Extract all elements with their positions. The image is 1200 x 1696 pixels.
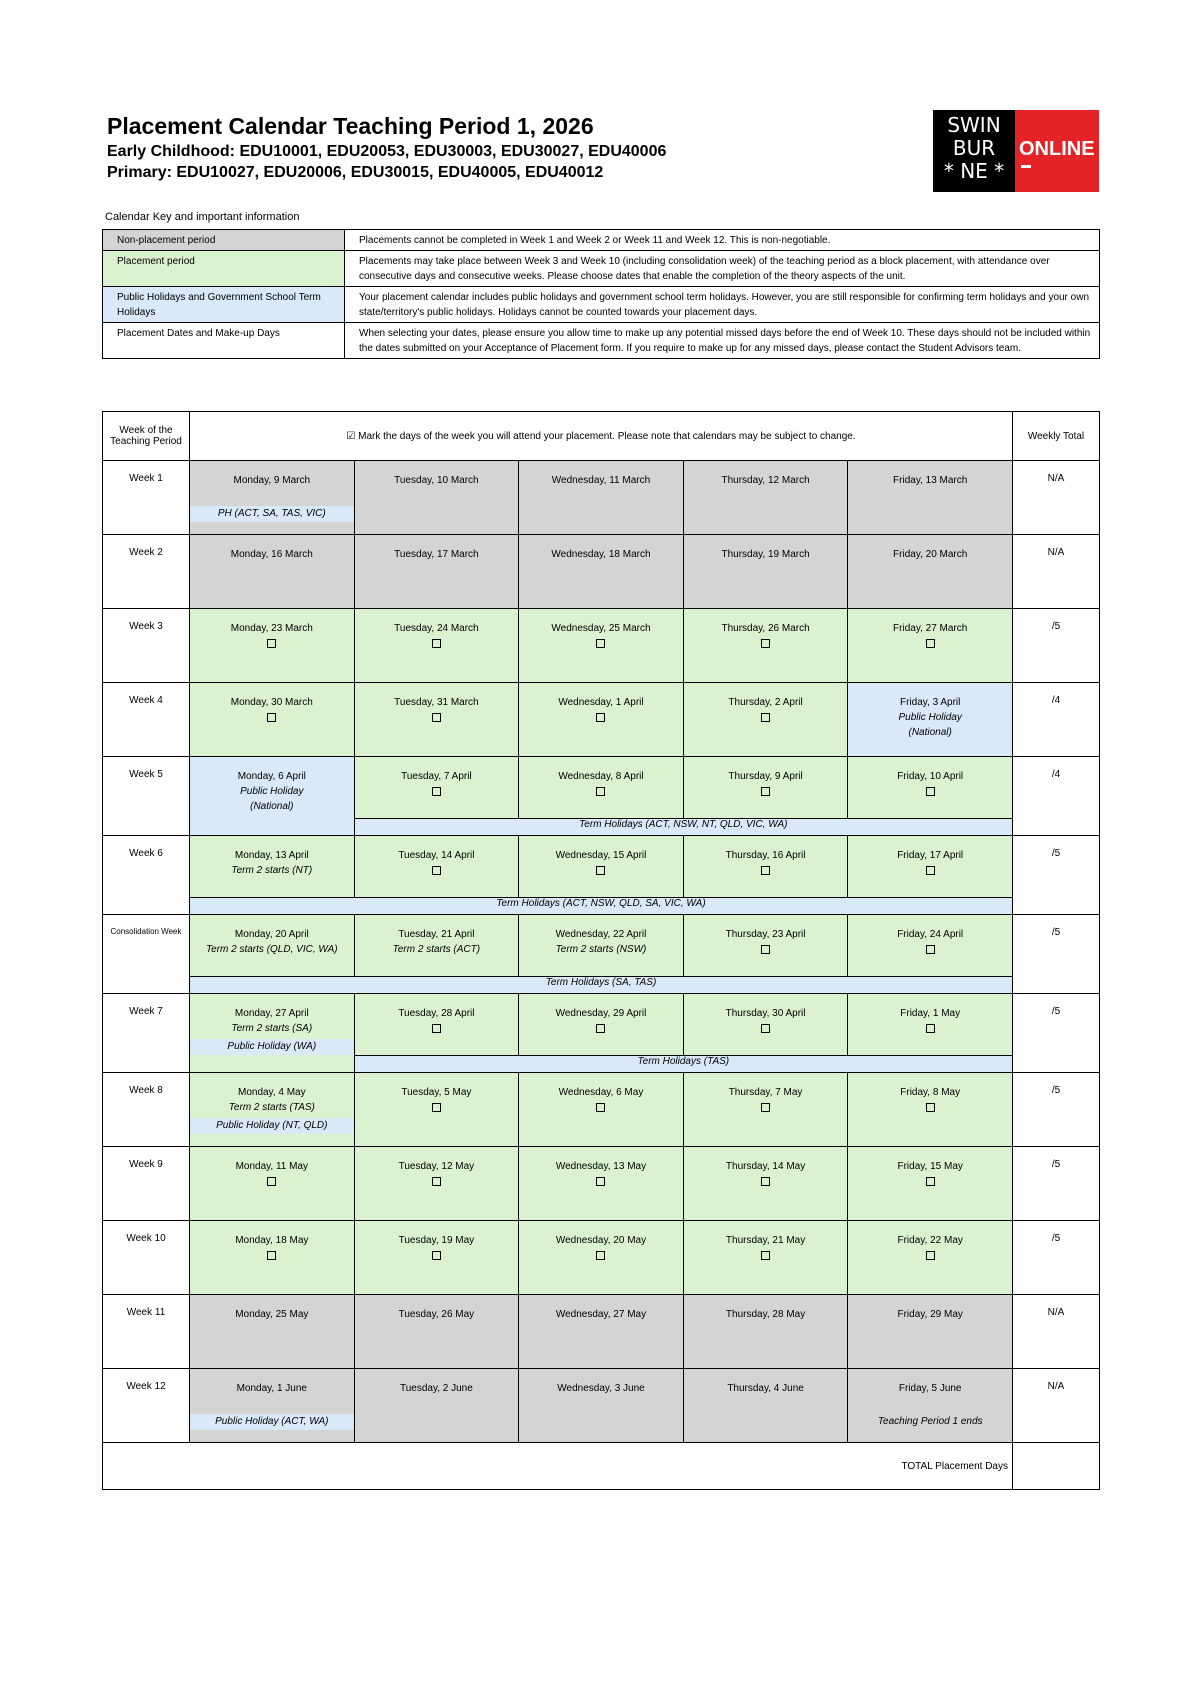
holiday-strip: PH (ACT, SA, TAS, VIC): [190, 506, 354, 522]
day-date: Monday, 27 April: [234, 1008, 309, 1019]
day-date: Friday, 15 May: [897, 1161, 963, 1172]
day-note: Term 2 starts (NT): [231, 865, 313, 876]
day-cell[interactable]: [190, 1147, 355, 1221]
day-date: Friday, 13 March: [893, 475, 968, 486]
term-holiday-row: [103, 898, 1100, 915]
day-cell[interactable]: [519, 609, 684, 683]
day-cell: [354, 915, 519, 977]
day-cell[interactable]: [848, 994, 1013, 1056]
day-date: Tuesday, 31 March: [394, 697, 479, 708]
week-row: [103, 535, 1100, 609]
day-cell[interactable]: [519, 683, 684, 757]
day-note: Term 2 starts (SA): [231, 1023, 313, 1034]
key-row: [103, 287, 1100, 323]
day-date: Wednesday, 27 May: [555, 1309, 647, 1320]
day-cell: [519, 461, 684, 535]
week-label: Week 8: [103, 1073, 190, 1147]
day-date: Thursday, 2 April: [728, 697, 803, 708]
attendance-checkbox[interactable]: [596, 866, 605, 875]
week-label: Week 7: [103, 994, 190, 1073]
calendar-key-table: [102, 229, 1100, 359]
key-description: When selecting your dates, please ensure you allow time to make up any potential missed days before the end of Week 10. These days should not be included within the dates submitted on your Acceptance of Placement form. If you require to make up for any missed days, please contact the Student Advisors team.: [345, 323, 1100, 359]
day-cell: [848, 1369, 1013, 1443]
day-note: Public Holiday: [240, 786, 304, 797]
day-cell: [354, 461, 519, 535]
week-row: [103, 1369, 1100, 1443]
weekly-total: /5: [1013, 1073, 1100, 1147]
weekly-total: N/A: [1013, 1295, 1100, 1369]
day-date: Tuesday, 12 May: [398, 1161, 475, 1172]
day-cell[interactable]: [519, 757, 684, 819]
day-date: Friday, 17 April: [897, 850, 964, 861]
weekly-total: /4: [1013, 757, 1100, 836]
early-childhood-units: Early Childhood: EDU10001, EDU20053, EDU30003, EDU30027, EDU40006: [107, 143, 667, 160]
day-cell[interactable]: [848, 609, 1013, 683]
day-date: Monday, 13 April: [234, 850, 309, 861]
logo-wordmark: [933, 110, 1015, 192]
key-label: Public Holidays and Government School Term Holidays: [103, 287, 345, 323]
day-date: Friday, 29 May: [897, 1309, 963, 1320]
attendance-checkbox[interactable]: [761, 713, 770, 722]
day-date: Thursday, 14 May: [725, 1161, 806, 1172]
attendance-checkbox[interactable]: [267, 1177, 276, 1186]
day-date: Monday, 16 March: [230, 549, 313, 560]
day-cell: [519, 1369, 684, 1443]
day-cell[interactable]: [683, 1221, 848, 1295]
day-cell[interactable]: [683, 915, 848, 977]
day-cell: [190, 1073, 355, 1147]
day-date: Tuesday, 17 March: [394, 549, 479, 560]
attendance-checkbox[interactable]: [926, 787, 935, 796]
attendance-checkbox[interactable]: [761, 1024, 770, 1033]
day-date: Monday, 11 May: [235, 1161, 309, 1172]
day-cell[interactable]: [848, 757, 1013, 819]
day-cell[interactable]: [519, 1147, 684, 1221]
total-placement-days-value[interactable]: [1013, 1443, 1100, 1490]
week-label: Week 1: [103, 461, 190, 535]
weekly-total: /5: [1013, 915, 1100, 994]
key-description: Placements cannot be completed in Week 1 and Week 2 or Week 11 and Week 12. This is non-negotiable.: [345, 230, 1100, 251]
weekly-total: /5: [1013, 609, 1100, 683]
calendar-key-heading: Calendar Key and important information: [105, 211, 300, 223]
day-note: Public Holiday: [898, 712, 962, 723]
day-cell: [354, 1295, 519, 1369]
logo-line-2: BUR: [952, 136, 996, 160]
attendance-checkbox[interactable]: [926, 945, 935, 954]
day-date: Tuesday, 2 June: [399, 1383, 473, 1394]
page-title: Placement Calendar Teaching Period 1, 2026: [107, 113, 594, 139]
day-date: Wednesday, 15 April: [555, 850, 647, 861]
logo-line-1: SWIN: [947, 113, 1001, 137]
week-label: Week 6: [103, 836, 190, 915]
day-note: (National): [908, 727, 952, 738]
day-cell: [190, 1369, 355, 1443]
day-cell[interactable]: [519, 836, 684, 898]
day-cell[interactable]: [519, 1221, 684, 1295]
day-cell[interactable]: [683, 757, 848, 819]
week-label: Week 4: [103, 683, 190, 757]
day-cell: [848, 1295, 1013, 1369]
week-label: Week 10: [103, 1221, 190, 1295]
day-cell[interactable]: [848, 836, 1013, 898]
day-note: Term 2 starts (NSW): [555, 944, 647, 955]
term-holiday-band: Term Holidays (ACT, NSW, QLD, SA, VIC, WA): [190, 898, 1013, 915]
day-cell[interactable]: [354, 1073, 519, 1147]
week-row: [103, 836, 1100, 898]
day-cell[interactable]: [190, 683, 355, 757]
attendance-checkbox[interactable]: [761, 639, 770, 648]
day-cell: [519, 535, 684, 609]
week-row: [103, 757, 1100, 819]
weekly-total: /5: [1013, 836, 1100, 915]
day-date: Friday, 24 April: [897, 929, 964, 940]
week-row: [103, 1147, 1100, 1221]
week-row: [103, 994, 1100, 1056]
day-cell: [683, 461, 848, 535]
attendance-checkbox[interactable]: [596, 639, 605, 648]
attendance-checkbox[interactable]: [761, 1177, 770, 1186]
attendance-checkbox[interactable]: [267, 713, 276, 722]
week-column-header: Week of the Teaching Period: [103, 412, 190, 461]
day-date: Thursday, 7 May: [728, 1087, 803, 1098]
day-date: Thursday, 28 May: [725, 1309, 806, 1320]
day-note: (National): [250, 801, 294, 812]
week-row: [103, 609, 1100, 683]
key-label: Placement Dates and Make-up Days: [103, 323, 345, 359]
weekly-total: N/A: [1013, 461, 1100, 535]
attendance-checkbox[interactable]: [596, 1177, 605, 1186]
day-date: Friday, 8 May: [900, 1087, 961, 1098]
day-cell[interactable]: [848, 1221, 1013, 1295]
attendance-checkbox[interactable]: [432, 639, 441, 648]
placement-calendar-table: [102, 411, 1100, 1490]
day-cell[interactable]: [354, 836, 519, 898]
day-date: Wednesday, 8 April: [558, 771, 644, 782]
day-date: Wednesday, 25 March: [551, 623, 651, 634]
day-note: Term 2 starts (QLD, VIC, WA): [205, 944, 338, 955]
key-description: Placements may take place between Week 3 and Week 10 (including consolidation week) of the teaching period as a block placement, with attendance over consecutive days and consecutive weeks. Please choose dates that enable the completion of the theory aspects of the unit.: [345, 251, 1100, 287]
day-cell[interactable]: [683, 1073, 848, 1147]
week-row: [103, 1295, 1100, 1369]
day-cell: [848, 535, 1013, 609]
day-date: Monday, 23 March: [230, 623, 313, 634]
week-label: Consolidation Week: [103, 915, 190, 994]
day-cell: [190, 535, 355, 609]
logo-accent-bar: [1021, 165, 1031, 168]
day-date: Thursday, 16 April: [725, 850, 806, 861]
attendance-checkbox[interactable]: [926, 1024, 935, 1033]
attendance-checkbox[interactable]: [267, 639, 276, 648]
weekly-total: /4: [1013, 683, 1100, 757]
instruction-text: ☑ Mark the days of the week you will attend your placement. Please note that calendars may be subject to change.: [346, 430, 856, 442]
instruction-header: [190, 412, 1013, 461]
attendance-checkbox[interactable]: [432, 1177, 441, 1186]
logo-online-text: ONLINE: [1019, 138, 1095, 160]
day-date: Tuesday, 21 April: [398, 929, 475, 940]
day-cell[interactable]: [848, 1073, 1013, 1147]
day-date: Tuesday, 14 April: [398, 850, 475, 861]
day-cell[interactable]: [683, 683, 848, 757]
key-row: [103, 230, 1100, 251]
day-date: Wednesday, 20 May: [555, 1235, 647, 1246]
day-date: Monday, 9 March: [233, 475, 311, 486]
day-date: Monday, 25 May: [235, 1309, 309, 1320]
attendance-checkbox[interactable]: [926, 1103, 935, 1112]
weekly-total: /5: [1013, 1147, 1100, 1221]
primary-units: Primary: EDU10027, EDU20006, EDU30015, EDU40005, EDU40012: [107, 164, 604, 181]
weekly-total: /5: [1013, 1221, 1100, 1295]
day-date: Monday, 30 March: [230, 697, 313, 708]
day-note: Term 2 starts (TAS): [228, 1102, 315, 1113]
week-label: Week 3: [103, 609, 190, 683]
day-cell[interactable]: [519, 1073, 684, 1147]
day-cell: [354, 1369, 519, 1443]
day-date: Thursday, 4 June: [727, 1383, 804, 1394]
day-date: Wednesday, 22 April: [555, 929, 647, 940]
weekly-total-header: Weekly Total: [1013, 412, 1100, 461]
day-date: Friday, 1 May: [900, 1008, 961, 1019]
calendar-header-row: [103, 412, 1100, 461]
total-row: [103, 1443, 1100, 1490]
day-cell[interactable]: [683, 836, 848, 898]
attendance-checkbox[interactable]: [596, 713, 605, 722]
term-holiday-band: Term Holidays (SA, TAS): [190, 977, 1013, 994]
attendance-checkbox[interactable]: [761, 787, 770, 796]
key-label: Placement period: [103, 251, 345, 287]
total-placement-days-label: TOTAL Placement Days: [103, 1443, 1013, 1490]
attendance-checkbox[interactable]: [432, 713, 441, 722]
day-date: Wednesday, 18 March: [551, 549, 651, 560]
day-cell[interactable]: [848, 915, 1013, 977]
term-holiday-row: [103, 977, 1100, 994]
week-row: [103, 683, 1100, 757]
day-cell[interactable]: [683, 994, 848, 1056]
day-date: Wednesday, 29 April: [555, 1008, 647, 1019]
day-date: Tuesday, 10 March: [394, 475, 479, 486]
week-label: Week 12: [103, 1369, 190, 1443]
attendance-checkbox[interactable]: [432, 787, 441, 796]
day-date: Wednesday, 13 May: [555, 1161, 647, 1172]
weekly-total: /5: [1013, 994, 1100, 1073]
day-date: Thursday, 21 May: [725, 1235, 806, 1246]
attendance-checkbox[interactable]: [926, 1177, 935, 1186]
weekly-total: N/A: [1013, 1369, 1100, 1443]
day-date: Friday, 27 March: [893, 623, 968, 634]
attendance-checkbox[interactable]: [761, 1103, 770, 1112]
logo-line-3: * NE *: [943, 159, 1005, 183]
attendance-checkbox[interactable]: [761, 866, 770, 875]
key-label: Non-placement period: [103, 230, 345, 251]
day-cell: [190, 915, 355, 977]
day-date: Thursday, 23 April: [725, 929, 806, 940]
attendance-checkbox[interactable]: [926, 639, 935, 648]
day-date: Monday, 20 April: [234, 929, 309, 940]
weekly-total: N/A: [1013, 535, 1100, 609]
key-description: Your placement calendar includes public holidays and government school term holidays. However, you are still responsible for confirming term holidays and your own state/territory's public holidays. Holidays cannot be counted towards your placement days.: [345, 287, 1100, 323]
day-date: Thursday, 9 April: [728, 771, 803, 782]
holiday-strip: Public Holiday (ACT, WA): [190, 1414, 354, 1430]
day-cell: [848, 683, 1013, 757]
day-date: Thursday, 26 March: [721, 623, 810, 634]
attendance-checkbox[interactable]: [432, 1251, 441, 1260]
day-cell[interactable]: [354, 609, 519, 683]
holiday-strip: Public Holiday (NT, QLD): [190, 1118, 354, 1134]
day-cell: [190, 461, 355, 535]
day-date: Wednesday, 1 April: [558, 697, 644, 708]
day-cell[interactable]: [354, 1221, 519, 1295]
day-cell: [848, 461, 1013, 535]
attendance-checkbox[interactable]: [926, 1251, 935, 1260]
day-date: Thursday, 30 April: [725, 1008, 806, 1019]
day-date: Thursday, 19 March: [721, 549, 810, 560]
day-date: Tuesday, 5 May: [401, 1087, 472, 1098]
week-label: Week 5: [103, 757, 190, 836]
day-date: Tuesday, 28 April: [398, 1008, 475, 1019]
week-row: [103, 461, 1100, 535]
attendance-checkbox[interactable]: [761, 1251, 770, 1260]
week-row: [103, 915, 1100, 977]
day-date: Wednesday, 11 March: [551, 475, 651, 486]
day-cell: [190, 994, 355, 1073]
day-cell: [683, 1369, 848, 1443]
day-date: Monday, 4 May: [237, 1087, 306, 1098]
teaching-period-end-note: Teaching Period 1 ends: [877, 1416, 983, 1427]
attendance-checkbox[interactable]: [432, 1024, 441, 1033]
day-date: Friday, 5 June: [898, 1383, 962, 1394]
day-date: Thursday, 12 March: [721, 475, 810, 486]
attendance-checkbox[interactable]: [432, 1103, 441, 1112]
day-cell: [354, 535, 519, 609]
day-date: Tuesday, 24 March: [394, 623, 479, 634]
day-cell[interactable]: [519, 994, 684, 1056]
day-date: Monday, 1 June: [236, 1383, 307, 1394]
day-cell: [190, 836, 355, 898]
day-cell[interactable]: [354, 683, 519, 757]
holiday-strip: Public Holiday (WA): [190, 1039, 354, 1055]
attendance-checkbox[interactable]: [926, 866, 935, 875]
day-date: Tuesday, 26 May: [398, 1309, 475, 1320]
day-date: Monday, 18 May: [235, 1235, 309, 1246]
day-note: Term 2 starts (ACT): [392, 944, 481, 955]
day-date: Friday, 10 April: [897, 771, 964, 782]
day-cell[interactable]: [683, 1147, 848, 1221]
day-date: Monday, 6 April: [237, 771, 306, 782]
day-cell[interactable]: [848, 1147, 1013, 1221]
swinburne-online-logo: [933, 110, 1099, 192]
key-row: [103, 251, 1100, 287]
day-cell[interactable]: [354, 757, 519, 819]
day-date: Tuesday, 7 April: [401, 771, 472, 782]
week-label: Week 2: [103, 535, 190, 609]
attendance-checkbox[interactable]: [761, 945, 770, 954]
term-holiday-band: Term Holidays (TAS): [354, 1056, 1012, 1073]
day-cell[interactable]: [354, 994, 519, 1056]
day-cell: [683, 1295, 848, 1369]
key-row: [103, 323, 1100, 359]
day-cell: [683, 535, 848, 609]
day-cell: [190, 1295, 355, 1369]
day-date: Wednesday, 3 June: [557, 1383, 645, 1394]
day-date: Friday, 3 April: [899, 697, 961, 708]
day-cell: [519, 915, 684, 977]
day-date: Wednesday, 6 May: [558, 1087, 644, 1098]
day-date: Tuesday, 19 May: [398, 1235, 475, 1246]
week-label: Week 9: [103, 1147, 190, 1221]
day-cell: [519, 1295, 684, 1369]
week-row: [103, 1221, 1100, 1295]
attendance-checkbox[interactable]: [596, 1103, 605, 1112]
attendance-checkbox[interactable]: [596, 787, 605, 796]
day-cell[interactable]: [354, 1147, 519, 1221]
attendance-checkbox[interactable]: [596, 1251, 605, 1260]
week-row: [103, 1073, 1100, 1147]
day-cell: [190, 757, 355, 836]
attendance-checkbox[interactable]: [596, 1024, 605, 1033]
week-label: Week 11: [103, 1295, 190, 1369]
attendance-checkbox[interactable]: [432, 866, 441, 875]
day-date: Friday, 20 March: [893, 549, 968, 560]
day-cell[interactable]: [190, 1221, 355, 1295]
term-holiday-band: Term Holidays (ACT, NSW, NT, QLD, VIC, WA): [354, 819, 1012, 836]
attendance-checkbox[interactable]: [267, 1251, 276, 1260]
day-cell[interactable]: [683, 609, 848, 683]
day-cell[interactable]: [190, 609, 355, 683]
day-date: Friday, 22 May: [897, 1235, 963, 1246]
